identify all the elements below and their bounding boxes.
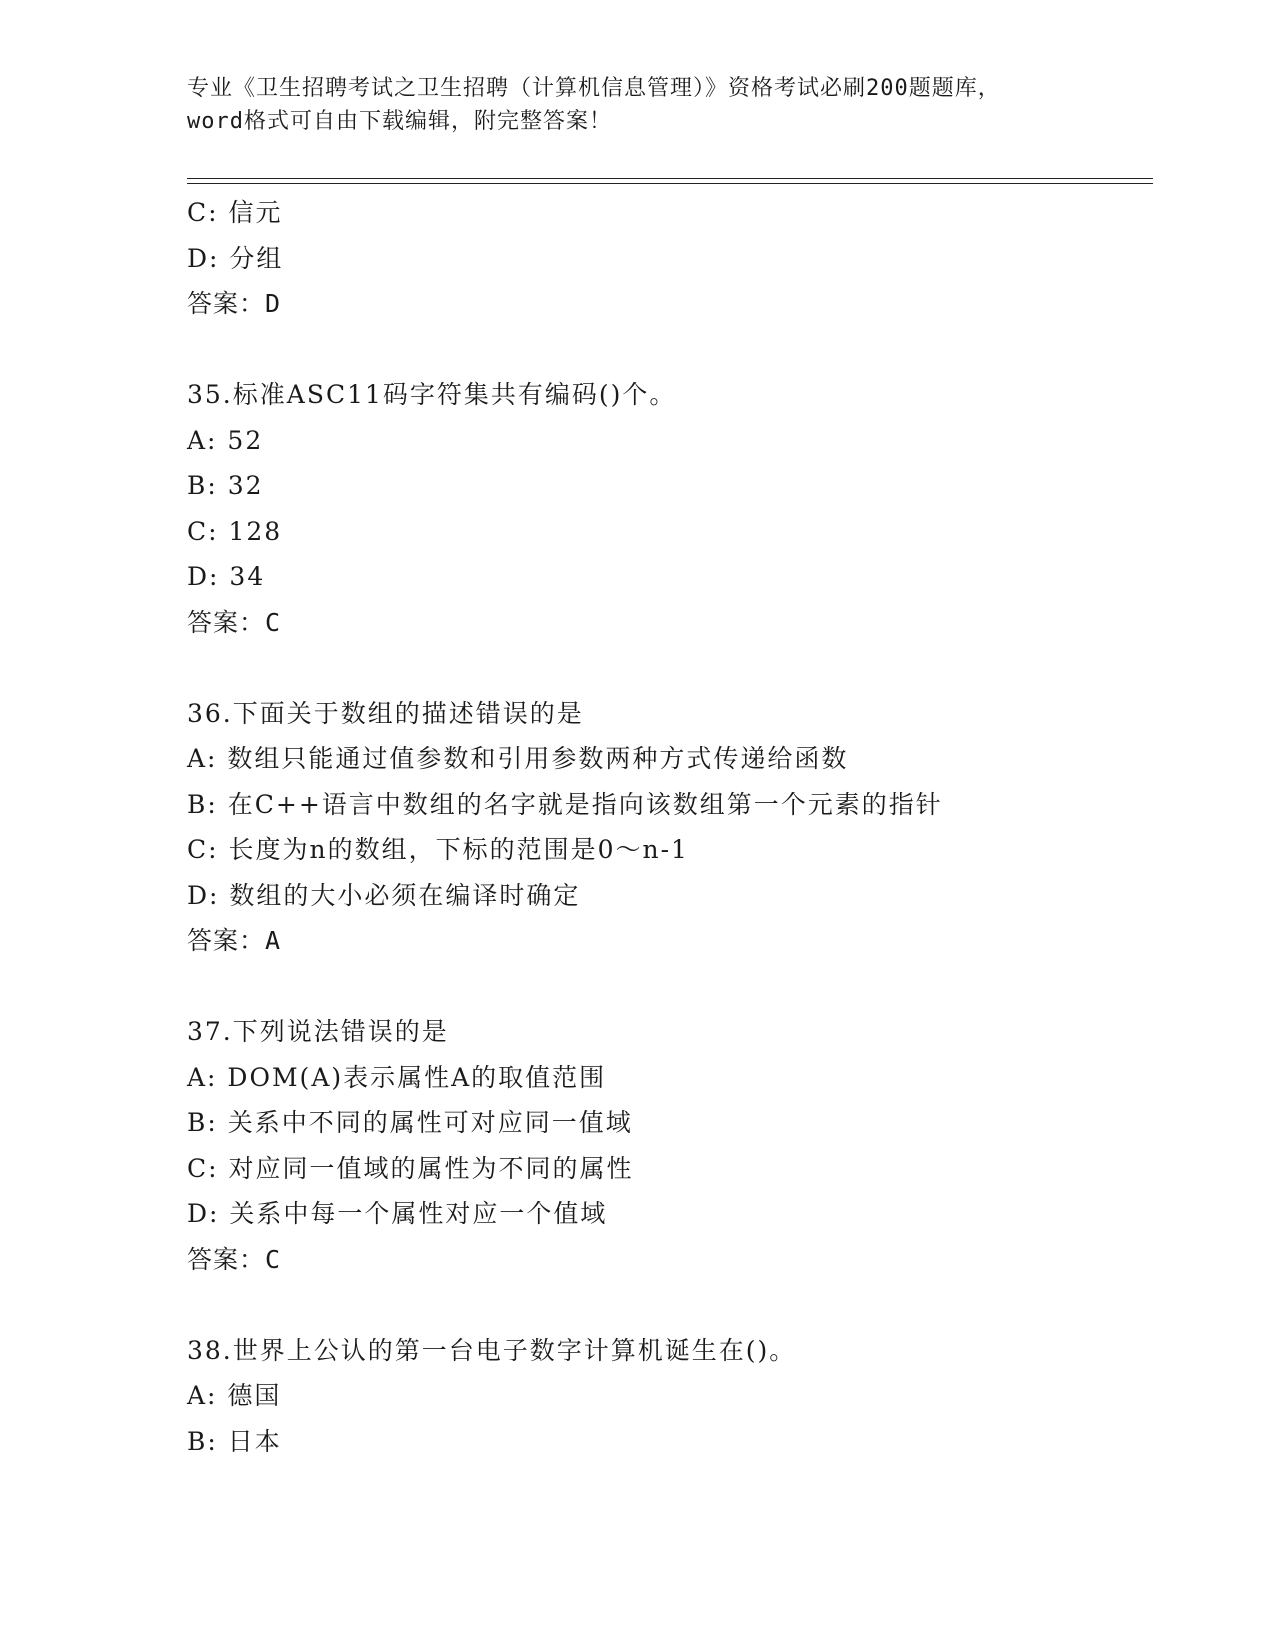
question-stem: 36.下面关于数组的描述错误的是: [187, 698, 584, 728]
option-d: D: 分组: [187, 243, 284, 273]
spacer: [187, 327, 1187, 373]
option-b: B: 32: [187, 471, 264, 500]
option-a: A: 德国: [187, 1381, 282, 1410]
spacer: [187, 1282, 1187, 1328]
question-stem: 37.下列说法错误的是: [187, 1017, 449, 1046]
question-stem: 38.世界上公认的第一台电子数字计算机诞生在()。: [187, 1335, 797, 1365]
answer-line: 答案：A: [187, 926, 282, 955]
option-b: B: 在C++语言中数组的名字就是指向该数组第一个元素的指针: [187, 789, 943, 819]
option-d: D: 34: [187, 562, 266, 591]
header-divider-bottom: [187, 183, 1153, 184]
document-header: [187, 72, 1087, 138]
question-35: [187, 372, 1187, 645]
option-d: D: 数组的大小必须在编译时确定: [187, 880, 581, 910]
question-36: [187, 691, 1187, 964]
question-38: [187, 1328, 1187, 1465]
option-a: A: DOM(A)表示属性A的取值范围: [187, 1062, 607, 1092]
spacer: [187, 964, 1187, 1010]
option-c: C: 信元: [187, 198, 283, 227]
spacer: [187, 645, 1187, 691]
option-c: C: 128: [187, 516, 283, 546]
option-d: D: 关系中每一个属性对应一个值域: [187, 1199, 608, 1228]
option-a: A: 数组只能通过值参数和引用参数两种方式传递给函数: [187, 744, 849, 773]
answer-line: 答案：D: [187, 289, 282, 318]
option-a: A: 52: [187, 425, 264, 455]
option-b: B: 关系中不同的属性可对应同一值域: [187, 1108, 633, 1137]
option-c: C: 长度为n的数组，下标的范围是0～n-1: [187, 835, 689, 864]
option-c: C: 对应同一值域的属性为不同的属性: [187, 1153, 634, 1183]
answer-line: 答案：C: [187, 607, 282, 637]
question-37: [187, 1009, 1187, 1282]
header-line-2: word格式可自由下载编辑，附完整答案！: [187, 109, 612, 134]
previous-question-tail: [187, 190, 1187, 327]
header-line-1: 专业《卫生招聘考试之卫生招聘（计算机信息管理）》资格考试必刷200题题库，: [187, 76, 1001, 101]
question-stem: 35.标准ASC11码字符集共有编码()个。: [187, 380, 677, 409]
question-content: [187, 190, 1187, 1464]
option-b: B: 日本: [187, 1426, 282, 1456]
answer-line: 答案：C: [187, 1244, 282, 1274]
header-divider-top: [187, 178, 1153, 179]
